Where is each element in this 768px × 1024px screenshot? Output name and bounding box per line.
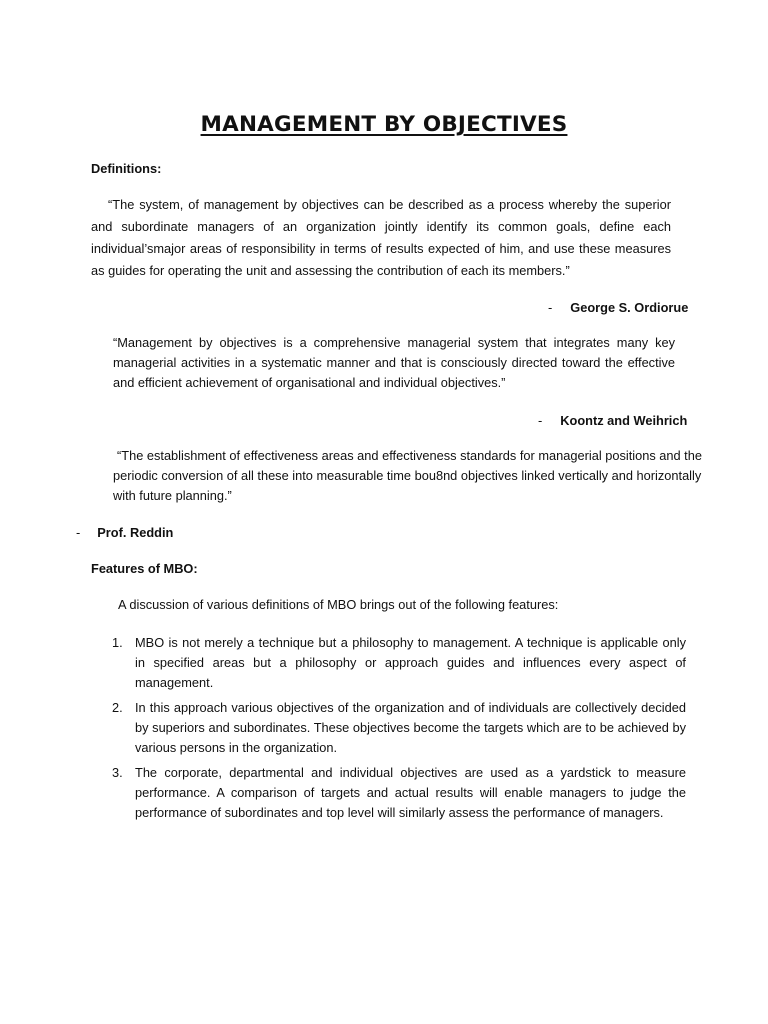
page-title: MANAGEMENT BY OBJECTIVES xyxy=(200,112,568,137)
list-item-text: MBO is not merely a technique but a philosophy to management. A technique is applicable only in specified areas but a philosophy or approach guides and influences every aspect of management. xyxy=(135,635,686,690)
definition-1-author: George S. Ordiorue xyxy=(570,300,689,315)
list-number: 3. xyxy=(112,765,123,780)
list-item xyxy=(112,698,686,758)
attribution-dash: - xyxy=(76,525,81,540)
definitions-heading: Definitions: xyxy=(91,161,162,176)
definition-3-text: “The establishment of effectiveness areas and effectiveness standards for managerial positions and the periodic conversion of all these into measurable time bou8nd objectives linked vertically and horizontally with future planning.” xyxy=(113,448,702,503)
attribution-dash: - xyxy=(538,413,543,428)
list-number: 1. xyxy=(112,635,123,650)
definition-2-author: Koontz and Weihrich xyxy=(560,413,688,428)
definition-2-text: “Management by objectives is a comprehensive managerial system that integrates many key managerial activities in a systematic manner and that is consciously directed toward the effective and efficient achievement of organisational and individual objectives.” xyxy=(113,335,675,390)
list-item-text: The corporate, departmental and individual objectives are used as a yardstick to measure performance. A comparison of targets and actual results will enable managers to judge the performance of subordinates and top level will similarly assess the performance of managers. xyxy=(135,765,686,820)
features-heading: Features of MBO: xyxy=(91,561,198,576)
definition-1-text: “The system, of management by objectives can be described as a process whereby the superior and subordinate managers of an organization jointly identify its common goals, define each individual’smajor areas of responsibility in terms of results expected of him, and use these measures as guides for operating the unit and assessing the contribution of each its members.” xyxy=(91,197,671,278)
features-list xyxy=(112,633,686,828)
features-intro: A discussion of various definitions of MBO brings out of the following features: xyxy=(118,597,559,612)
attribution-dash: - xyxy=(548,300,553,315)
definition-1-attribution xyxy=(548,300,688,315)
definition-2-attribution xyxy=(538,413,687,428)
definition-3-attribution xyxy=(76,525,173,540)
list-item xyxy=(112,633,686,693)
list-item-text: In this approach various objectives of the organization and of individuals are collectively decided by superiors and subordinates. These objectives become the targets which are to be achieved by various persons in the organization. xyxy=(135,700,686,755)
definition-3-author: Prof. Reddin xyxy=(97,525,174,540)
list-item xyxy=(112,763,686,823)
list-number: 2. xyxy=(112,700,123,715)
